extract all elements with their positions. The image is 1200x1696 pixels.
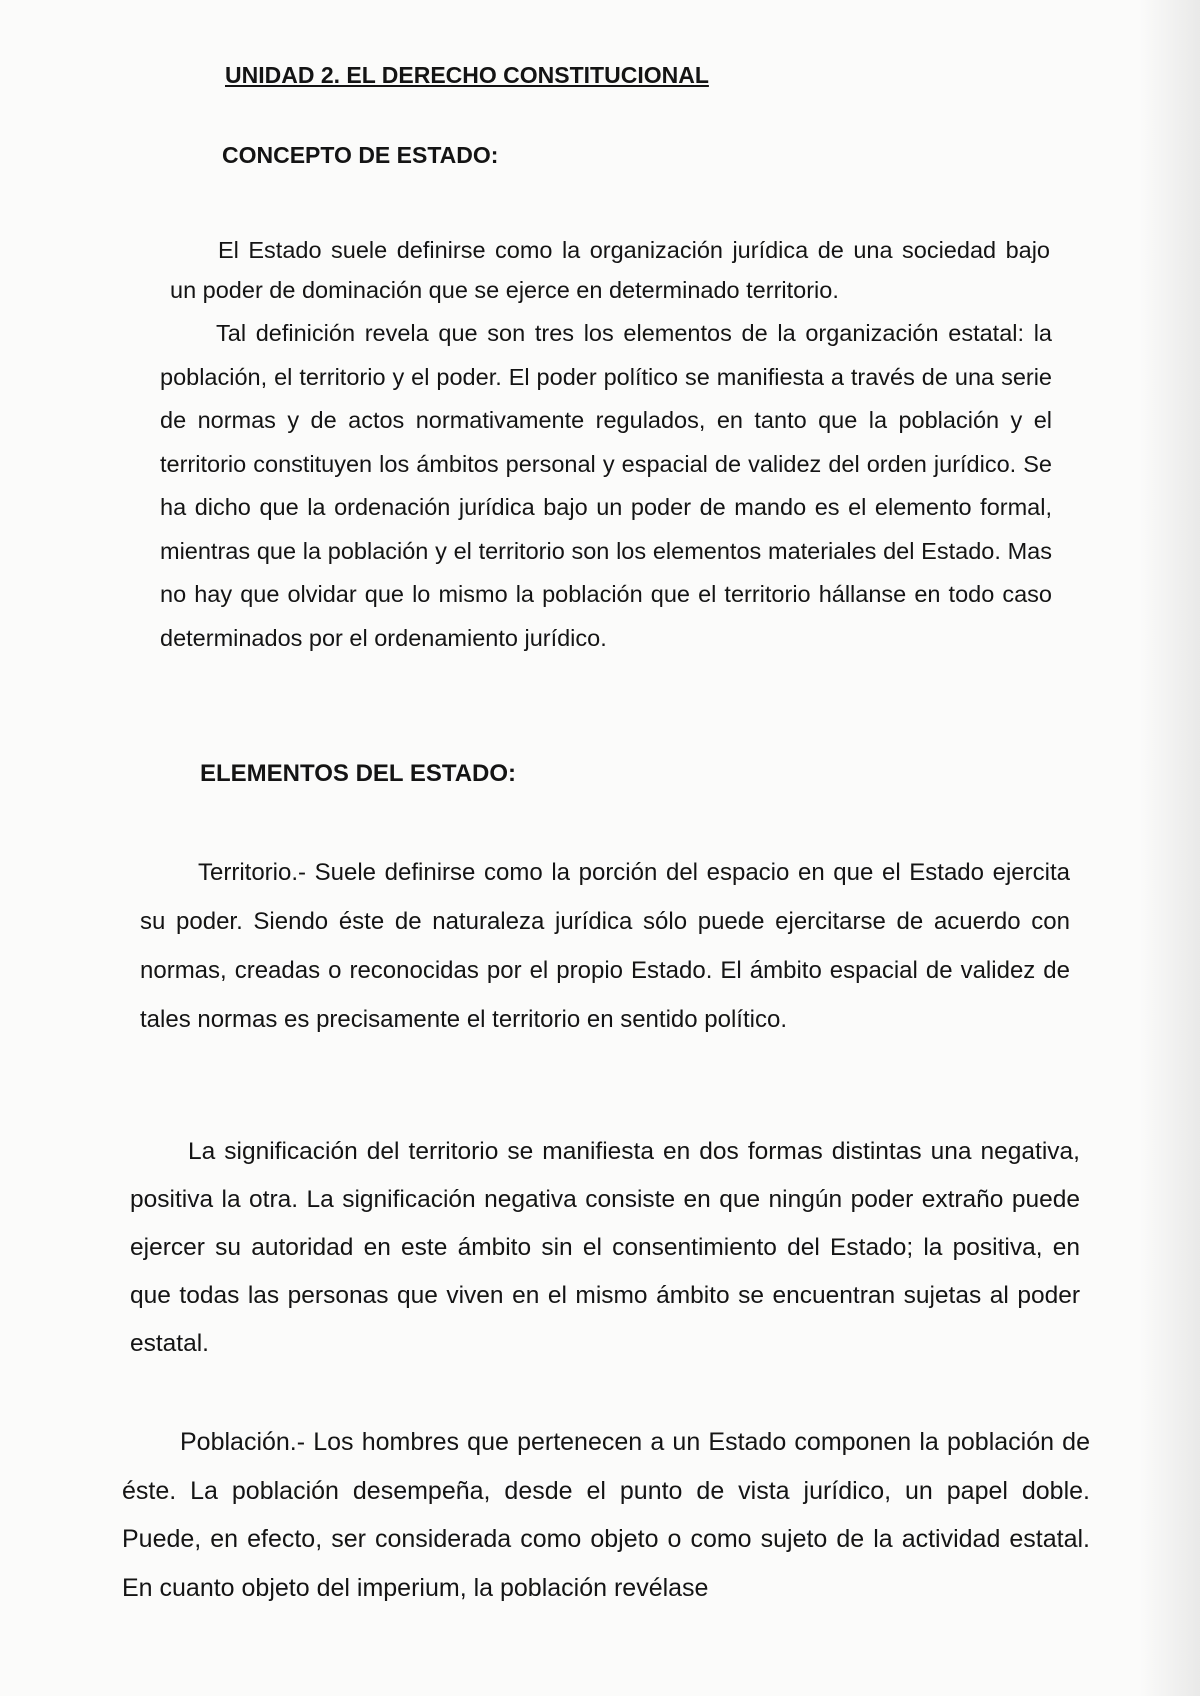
paragraph-population: Población.- Los hombres que pertenecen a un Estado componen la población de éste. La población desempeña, desde el punto de vista jurídico, un papel doble. Puede, en efecto, ser considerada como objeto o como sujeto de la actividad estatal. En cuanto objeto del imperium, la población revélase (122, 1428, 1090, 1602)
paragraph-territory-significance: La significación del territorio se manifiesta en dos formas distintas una negativa, positiva la otra. La significación negativa consiste en que ningún poder extraño puede ejercer su autoridad en este ámbito sin el consentimiento del Estado; la positiva, en que todas las personas que viven en el mismo ámbito se encuentran sujetas al poder estatal. (130, 1138, 1080, 1357)
paragraph-territory: Territorio.- Suele definirse como la porción del espacio en que el Estado ejercita su poder. Siendo éste de naturaleza jurídica sólo puede ejercitarse de acuerdo con normas, creadas o reconocidas por el propio Estado. El ámbito espacial de validez de tales normas es precisamente el territorio en sentido político. (140, 859, 1070, 1033)
page-edge-shadow (1140, 0, 1200, 1696)
elements-heading: ELEMENTOS DEL ESTADO: (200, 760, 517, 787)
paragraph-state-definition: El Estado suele definirse como la organización jurídica de una sociedad bajo un poder de dominación que se ejerce en determinado territorio. (170, 237, 1050, 303)
paragraph-state-elements-overview: Tal definición revela que son tres los elementos de la organización estatal: la población, el territorio y el poder. El poder político se manifiesta a través de una serie de normas y de actos normativamente regulados, en tanto que la población y el territorio constituyen los ámbitos personal y espacial de validez del orden jurídico. Se ha dicho que la ordenación jurídica bajo un poder de mando es el elemento formal, mientras que la población y el territorio son los elementos materiales del Estado. Mas no hay que olvidar que lo mismo la población que el territorio hállanse en todo caso determinados por el ordenamiento jurídico. (160, 320, 1052, 651)
unit-title: UNIDAD 2. EL DERECHO CONSTITUCIONAL (225, 62, 709, 88)
concept-heading: CONCEPTO DE ESTADO: (222, 142, 499, 168)
